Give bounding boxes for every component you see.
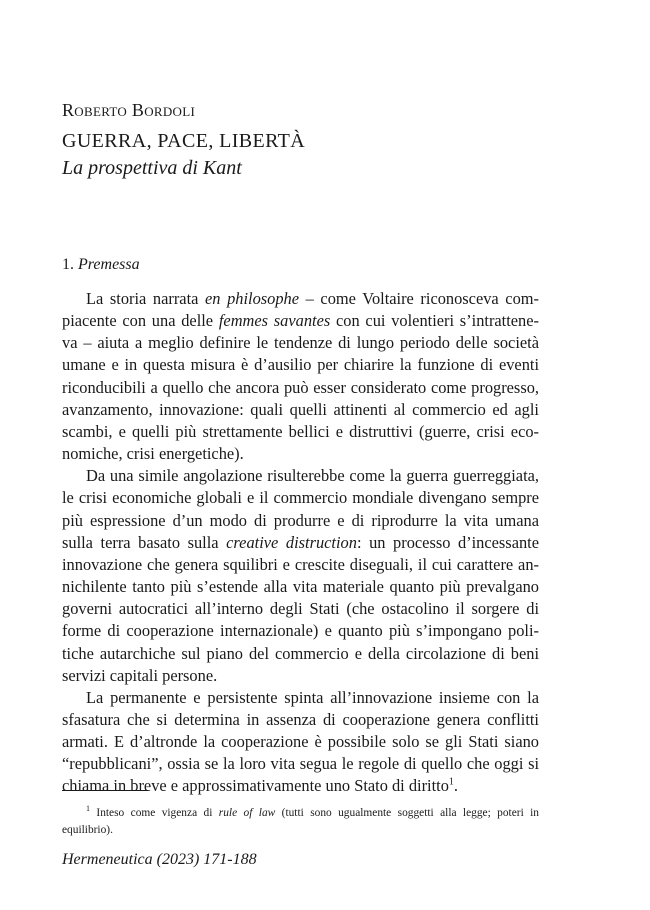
footnote-line: $^1$ Inteso come vigenza di rule of law (tutti sono ugualmente soggetti alla legge; poteri in [86,804,539,819]
italic-term: en philosophe [205,289,300,308]
text-line: va – aiuta a meglio definire le tendenze di lungo periodo delle società [62,333,539,353]
article-title: GUERRA, PACE, LIBERTÀ [62,130,306,152]
text-line: forme di cooperazione internazionale) e quanto più s’impongano poli- [62,621,539,641]
text-line: Da una simile angolazione risulterebbe come la guerra guerreggiata, [86,466,539,486]
text-line: armati. E d’altronde la cooperazione è possibile solo se gli Stati siano [62,732,539,752]
text-line: servizi capitali persone. [62,665,218,685]
text-line: riconducibili a quello che ancora può esser considerato come progresso, [62,377,539,397]
text-line: tiche autarchiche sul piano del commercio e della circolazione di beni [62,643,539,663]
text-line: più espressione d’un modo di produrre e di riprodurre la vita umana [62,510,539,530]
text-line: chiama in breve e approssimativamente uno Stato di diritto$^1$. [62,776,459,796]
text-line: sulla terra basato sulla creative distruction: un processo d’incessante [62,532,539,552]
body-text [62,288,539,798]
text-line: nichilente tanto più s’estende alla vita materiale quanto più prevalgano [62,577,539,597]
italic-term: femmes savantes [218,311,331,331]
text-line: piacente con una delle femmes savantes con cui volentieri s’intrattene- [62,311,539,331]
italic-term: creative distruction [226,532,357,552]
section-number: 1. [62,256,74,273]
footnote-line: equilibrio). [62,823,113,836]
footnote-number: 1 [86,804,90,813]
text-line: La storia narrata en philosophe – come Voltaire riconosceva com- [86,289,539,308]
text-line: le crisi economiche globali e il commercio mondiale divengano sempre [62,488,539,508]
text-line: scambi, e quelli più strettamente bellici e distruttivi (guerre, crisi eco- [62,421,539,441]
footnote-ref[interactable]: 1 [448,776,454,788]
text-line: avanzamento, innovazione: quali quelli attinenti al commercio ed agli [62,399,539,419]
section-heading [62,256,140,274]
text-line: La permanente e persistente spinta all’innovazione insieme con la [86,687,539,707]
article-subtitle: La prospettiva di Kant [62,157,242,179]
footnote-separator [62,790,148,791]
text-line: umane e in questa misura è d’ausilio per chiarire la funzione di eventi [62,355,539,375]
author-name: Roberto Bordoli [62,100,196,120]
section-title: Premessa [78,256,140,273]
journal-reference: Hermeneutica (2023) 171-188 [62,851,257,868]
text-line: “repubblicani”, ossia se la loro vita segua le regole di quello che oggi si [62,754,539,774]
text-line: sfasatura che si determina in assenza di cooperazione genera conflitti [62,709,539,729]
italic-term: rule of law [218,806,276,819]
text-line: governi autocratici all’interno degli Stati (che ostacolino il sorgere di [62,599,539,619]
text-line: nomiche, crisi energetiche). [62,444,244,464]
footnote [62,800,539,839]
text-line: innovazione che genera squilibri e crescite diseguali, il cui carattere an- [62,554,539,574]
